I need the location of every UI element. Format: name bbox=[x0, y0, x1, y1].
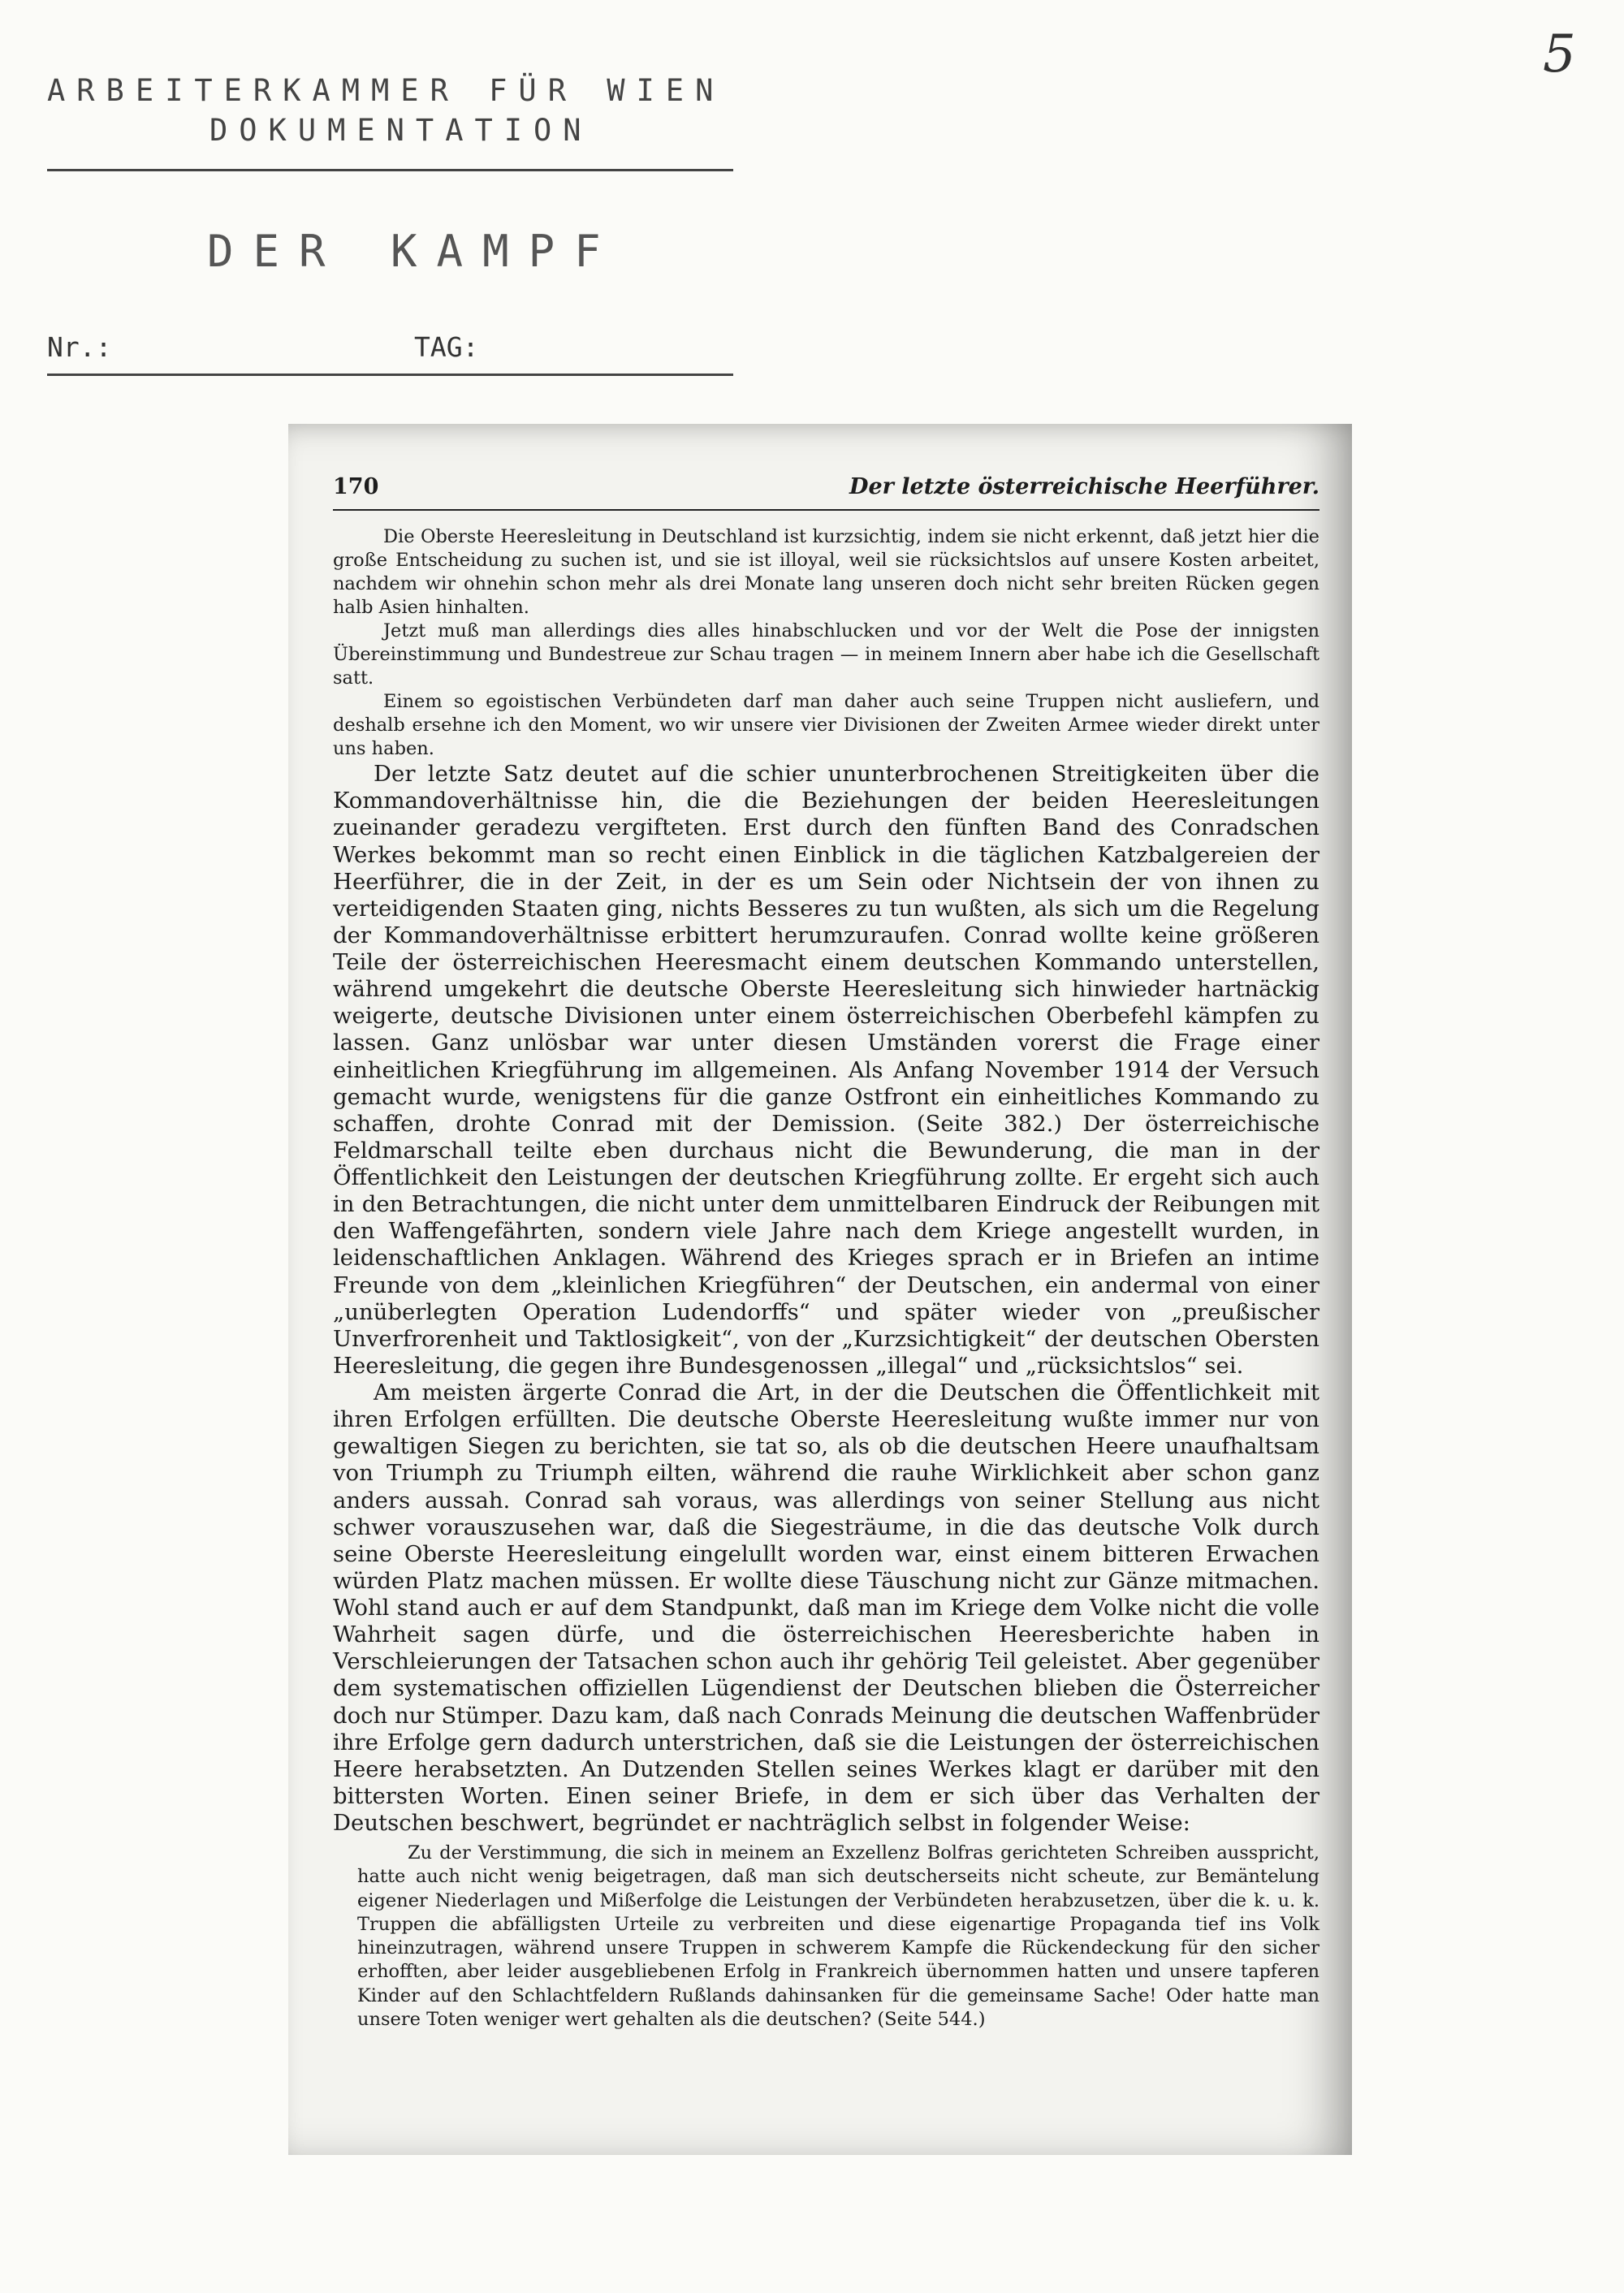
organization-name: ARBEITERKAMMER FÜR WIEN bbox=[47, 73, 725, 108]
body-paragraph: Der letzte Satz deutet auf die schier ununterbrochenen Streitigkeiten über die Kommandoverhältnisse hin, die die Beziehungen der beiden Heeresleitungen zueinander geradezu vergifteten. Erst durch den fünften Band des Conradschen Werkes bekommt man so recht einen Einblick in die täglichen Katzbalgereien der Heerführer, die in der Zeit, in der es um Sein oder Nichtsein der von ihnen zu verteidigenden Staaten ging, nichts Besseres zu tun wußten, als sich um die Regelung der Kommandoverhältnisse erbittert herumzuraufen. Conrad wollte keine größeren Teile der österreichischen Heeresmacht einem deutschen Kommando unterstellen, während umgekehrt die deutsche Oberste Heeresleitung sich hinwieder hartnäckig weigerte, deutsche Divisionen unter einem österreichischen Oberbefehl kämpfen zu lassen. Ganz unlösbar war unter diesen Umständen vorerst die Frage einer einheitlichen Kriegführung im allgemeinen. Als Anfang November 1914 der Versuch gemacht wurde, wenigstens für die ganze Ostfront ein einheitliches Kommando zu schaffen, drohte Conrad mit der Demission. (Seite 382.) Der österreichische Feldmarschall teilte eben durchaus nicht die Bewunderung, die man in der Öffentlichkeit den Leistungen der deutschen Kriegführung zollte. Er ergeht sich auch in den Betrachtungen, die nicht unter dem unmittelbaren Eindruck der Reibungen mit den Waffengefährten, sondern viele Jahre nach dem Kriege angestellt wurden, in leidenschaftlichen Anklagen. Während des Krieges sprach er in Briefen an intime Freunde von dem „kleinlichen Kriegführen“ der Deutschen, ein andermal von einer „unüberlegten Operation Ludendorffs“ und später wieder von „preußischer Unverfrorenheit und Taktlosigkeit“, von der „Kurzsichtigkeit“ der deutschen Obersten Heeresleitung, die gegen ihre Bundesgenossen „illegal“ und „rücksichtslos“ sei. bbox=[333, 761, 1320, 1379]
archive-header bbox=[47, 73, 733, 148]
body-paragraph: Am meisten ärgerte Conrad die Art, in der die Deutschen die Öffentlichkeit mit ihren Erfolgen erfüllten. Die deutsche Oberste Heeresleitung wußte immer nur von gewaltigen Siegen zu berichten, sie tat so, als ob die deutschen Heere unaufhaltsam von Triumph zu Triumph eilten, während die rauhe Wirklichkeit aber schon ganz anders aussah. Conrad sah voraus, was allerdings von seiner Stellung aus nicht schwer vorauszusehen war, daß die Siegesträume, in die das deutsche Volk durch seine Oberste Heeresleitung eingelullt worden war, einst einem bitteren Erwachen würden Platz machen müssen. Er wollte diese Täuschung nicht zur Gänze mitmachen. Wohl stand auch er auf dem Standpunkt, daß man im Kriege dem Volke nicht die volle Wahrheit sagen dürfe, und die österreichischen Heeresberichte haben in Verschleierungen der Tatsachen schon auch ihr gehörig Teil geleistet. Aber gegenüber dem systematischen offiziellen Lügendienst der Deutschen blieben die Österreicher doch nur Stümper. Dazu kam, daß nach Conrads Meinung die deutschen Waffenbrüder ihre Erfolge gern dadurch unterstrichen, daß sie die Leistungen der österreichischen Heere herabsetzten. An Dutzenden Stellen seines Werkes klagt er darüber mit den bittersten Worten. Einen seiner Briefe, in dem er sich über das Verhalten der Deutschen beschwert, begründet er nachträglich selbst in folgender Weise: bbox=[333, 1380, 1320, 1837]
clipping-header bbox=[333, 474, 1320, 499]
quote-paragraph: Jetzt muß man allerdings dies alles hinabschlucken und vor der Welt die Pose der innigsten Übereinstimmung und Bundestreue zur Schau tragen — in meinem Innern aber habe ich die Gesellschaft satt. bbox=[333, 620, 1320, 689]
quote-paragraph: Einem so egoistischen Verbündeten darf man daher auch seine Truppen nicht ausliefern, und deshalb ersehne ich den Moment, wo wir unsere vier Divisionen der Zweiten Armee wieder direkt unter uns haben. bbox=[333, 691, 1320, 760]
handwritten-page-number: 5 bbox=[1543, 24, 1576, 84]
journal-name: DER KAMPF bbox=[207, 226, 620, 277]
date-label: TAG: bbox=[414, 331, 479, 363]
header-divider bbox=[47, 169, 733, 171]
final-quote-text: Zu der Verstimmung, die sich in meinem an Exzellenz Bolfras gerichteten Schreiben ausspricht, hatte auch nicht wenig beigetragen, daß man sich deutscherseits nicht scheute, zur Bemäntelung eigener Niederlagen und Mißerfolge die Leistungen der Verbündeten herabzusetzen, über die k. u. k. Truppen die abfälligsten Urteile zu verbreiten und diese eigenartige Propaganda tief ins Volk hineinzutragen, während unsere Truppen in schwerem Kampfe die Rückendeckung für den sicher erhofften, aber leider ausgebliebenen Erfolg in Frankreich übernommen hatten und unsere tapferen Kinder auf den Schlachtfeldern Rußlands dahinsanken für die gemeinsame Sache! Oder hatte man unsere Toten weniger wert gehalten als die deutschen? (Seite 544.) bbox=[357, 1842, 1320, 2030]
letter-quote bbox=[333, 525, 1320, 761]
issue-number-label: Nr.: bbox=[47, 331, 112, 363]
newspaper-clipping bbox=[288, 424, 1352, 2155]
article-body bbox=[333, 761, 1320, 1837]
clipping-page-number: 170 bbox=[333, 474, 379, 499]
clipping-header-rule bbox=[333, 509, 1320, 511]
department-name: DOKUMENTATION bbox=[209, 113, 593, 148]
running-title: Der letzte österreichische Heerführer. bbox=[849, 474, 1320, 499]
quote-paragraph: Die Oberste Heeresleitung in Deutschland ist kurzsichtig, indem sie nicht erkennt, daß jetzt hier die große Entscheidung zu suchen ist, und sie ist illoyal, weil sie rücksichtslos auf unsere Kosten arbeitet, nachdem wir ohnehin schon mehr als drei Monate lang unseren doch nicht sehr breiten Rücken gegen halb Asien hinhalten. bbox=[333, 526, 1320, 619]
form-divider bbox=[47, 374, 733, 376]
final-quote bbox=[333, 1842, 1320, 2032]
